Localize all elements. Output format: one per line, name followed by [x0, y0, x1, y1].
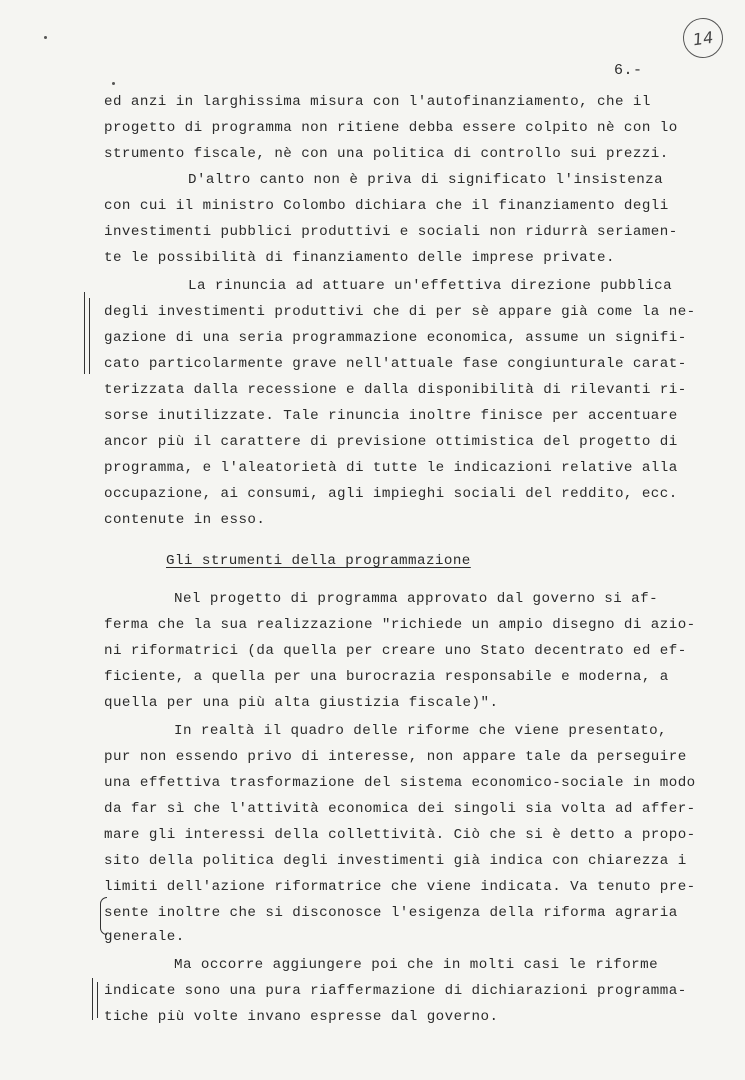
text-line: cato particolarmente grave nell'attuale fase congiunturale carat-	[104, 356, 687, 372]
margin-mark	[97, 982, 98, 1018]
text-line: La rinuncia ad attuare un'effettiva direzione pubblica	[188, 278, 673, 294]
margin-bracket	[100, 897, 107, 935]
text-line: quella per una più alta giustizia fiscale)".	[104, 695, 499, 711]
text-line: pur non essendo privo di interesse, non appare tale da perseguire	[104, 749, 687, 765]
text-line: ancor più il carattere di previsione ottimistica del progetto di	[104, 434, 678, 450]
text-line: terizzata dalla recessione e dalla disponibilità di rilevanti ri-	[104, 382, 687, 398]
text-line: tiche più volte invano espresse dal governo.	[104, 1009, 499, 1025]
margin-mark	[92, 978, 93, 1020]
text-line: mare gli interessi della collettività. Ciò che si è detto a propo-	[104, 827, 696, 843]
text-line: da far sì che l'attività economica dei singoli sia volta ad affer-	[104, 801, 696, 817]
text-line: degli investimenti produttivi che di per sè appare già come la ne-	[104, 304, 696, 320]
text-line: sorse inutilizzate. Tale rinuncia inoltre finisce per accentuare	[104, 408, 678, 424]
text-line: Ma occorre aggiungere poi che in molti casi le riforme	[174, 957, 659, 973]
text-line: ferma che la sua realizzazione "richiede un ampio disegno di azio-	[104, 617, 696, 633]
folio-number-stamp: 14	[680, 15, 725, 60]
text-line: ficiente, a quella per una burocrazia responsabile e moderna, a	[104, 669, 669, 685]
text-line: strumento fiscale, nè con una politica di controllo sui prezzi.	[104, 146, 669, 162]
text-line: ni riformatrici (da quella per creare uno Stato decentrato ed ef-	[104, 643, 687, 659]
text-line: con cui il ministro Colombo dichiara che il finanziamento degli	[104, 198, 669, 214]
page-number: 6.-	[614, 62, 643, 79]
text-line: occupazione, ai consumi, agli impieghi sociali del reddito, ecc.	[104, 486, 678, 502]
text-line: progetto di programma non ritiene debba essere colpito nè con lo	[104, 120, 678, 136]
text-line: contenute in esso.	[104, 512, 266, 528]
text-line: indicate sono una pura riaffermazione di dichiarazioni programma-	[104, 983, 687, 999]
section-heading: Gli strumenti della programmazione	[166, 553, 471, 569]
text-line: una effettiva trasformazione del sistema economico-sociale in modo	[104, 775, 696, 791]
speck-mark	[112, 82, 115, 85]
margin-mark	[89, 298, 90, 374]
text-line: sente inoltre che si disconosce l'esigenza della riforma agraria	[104, 905, 678, 921]
text-line: limiti dell'azione riformatrice che viene indicata. Va tenuto pre-	[104, 879, 696, 895]
text-line: generale.	[104, 929, 185, 945]
speck-mark	[44, 36, 47, 39]
text-line: D'altro canto non è priva di significato l'insistenza	[188, 172, 664, 188]
text-line: Nel progetto di programma approvato dal governo si af-	[174, 591, 659, 607]
text-line: investimenti pubblici produttivi e sociali non ridurrà seriamen-	[104, 224, 678, 240]
text-line: programma, e l'aleatorietà di tutte le indicazioni relative alla	[104, 460, 678, 476]
margin-mark	[84, 292, 85, 374]
text-line: In realtà il quadro delle riforme che viene presentato,	[174, 723, 668, 739]
text-line: gazione di una seria programmazione economica, assume un signifi-	[104, 330, 687, 346]
text-line: sito della politica degli investimenti già indica con chiarezza i	[104, 853, 687, 869]
text-line: ed anzi in larghissima misura con l'autofinanziamento, che il	[104, 94, 651, 110]
text-line: te le possibilità di finanziamento delle imprese private.	[104, 250, 615, 266]
